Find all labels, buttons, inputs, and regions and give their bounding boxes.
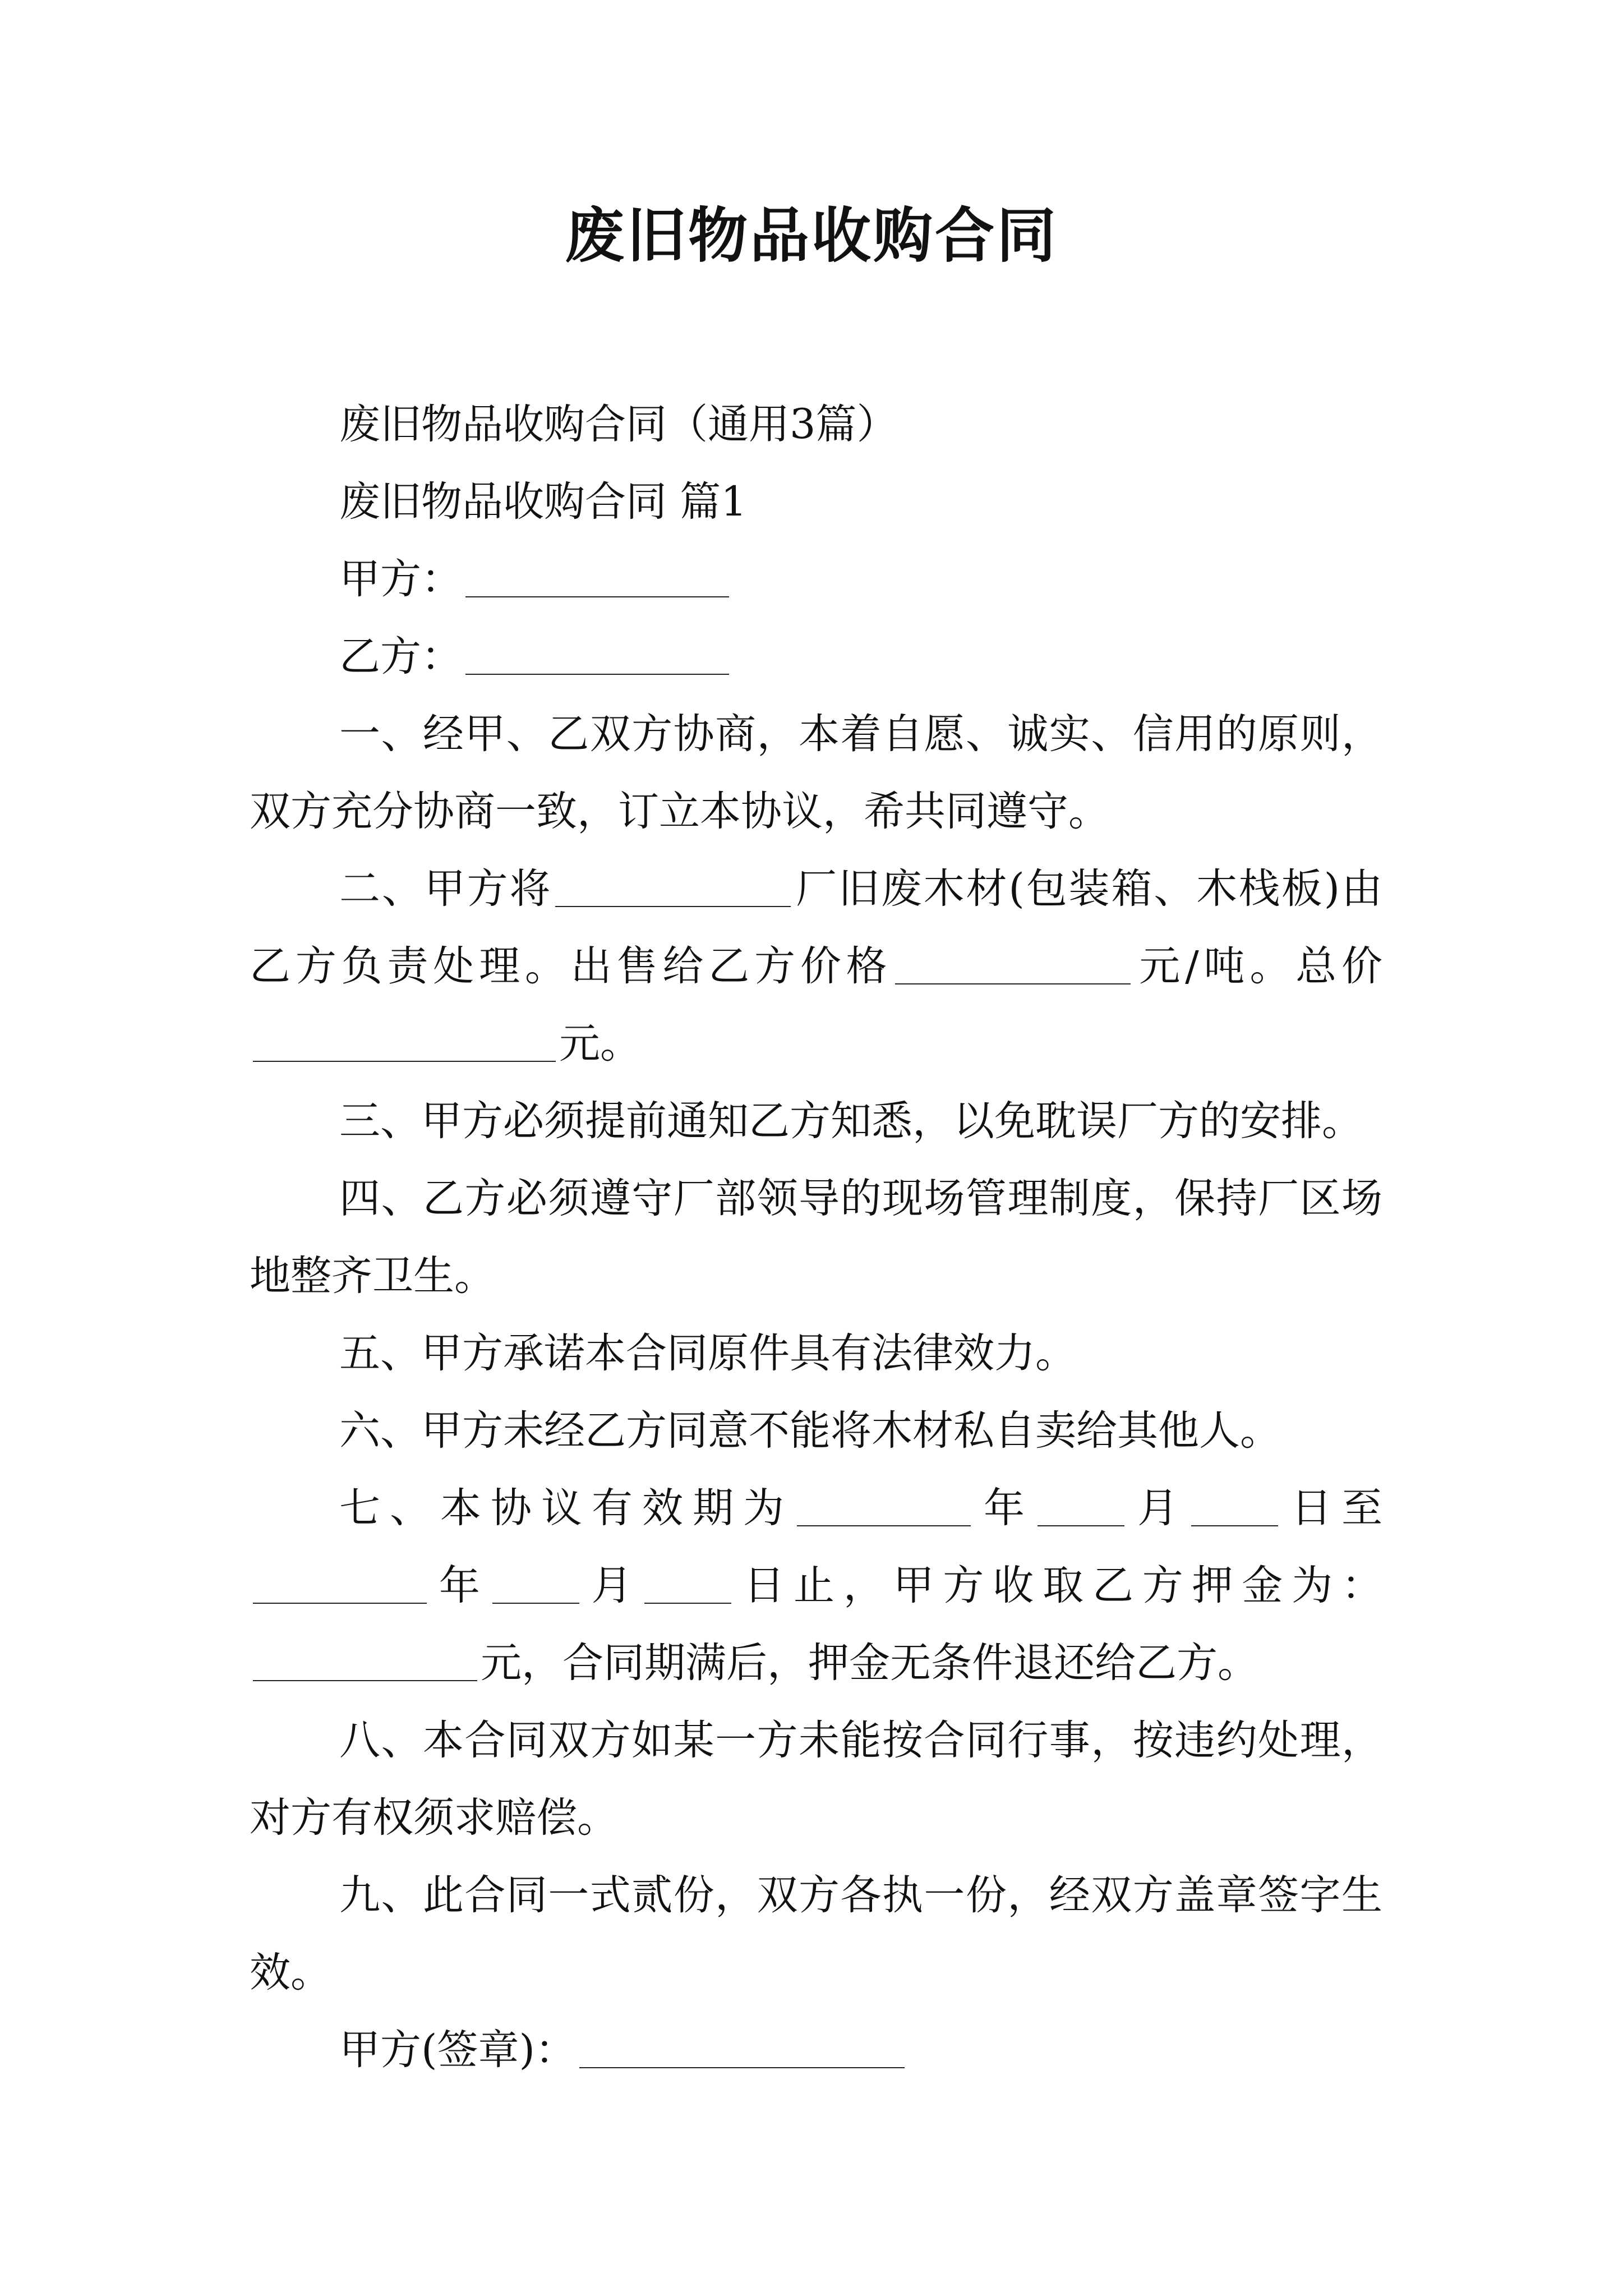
clause-7 — [250, 1470, 1382, 1702]
price-blank — [895, 943, 1131, 984]
clause-7-text-2: 元，合同期满后，押金无条件退还给乙方。 — [481, 1639, 1258, 1687]
clause-2-text-2: 厂旧废木材(包装箱、木栈板)由乙方负责处理。出售给乙方价格 — [250, 865, 1382, 990]
clause-2-text-4: 元。 — [559, 1020, 641, 1068]
party-b-line — [250, 618, 1382, 696]
total-price-blank — [253, 1020, 556, 1062]
start-year-blank — [797, 1485, 971, 1526]
deposit-blank — [253, 1640, 477, 1681]
document-body — [250, 386, 1382, 2089]
party-b-label: 乙方： — [339, 633, 462, 680]
start-month-blank — [1038, 1485, 1124, 1526]
party-a-blank — [465, 556, 729, 597]
factory-blank — [555, 866, 791, 907]
start-day-blank — [1191, 1485, 1278, 1526]
end-month-label: 月 — [582, 1562, 642, 1609]
clause-2 — [250, 850, 1382, 1083]
clause-3: 三、甲方必须提前通知乙方知悉，以免耽误厂方的安排。 — [339, 1097, 1363, 1145]
signature-a-blank — [579, 2027, 905, 2068]
end-day-label: 日止，甲方收取乙方押金为： — [735, 1562, 1383, 1609]
start-month-label: 月 — [1128, 1484, 1188, 1532]
start-day-label: 日至 — [1281, 1484, 1382, 1532]
start-year-label: 年 — [974, 1484, 1034, 1532]
clause-6: 六、甲方未经乙方同意不能将木材私自卖给其他人。 — [339, 1407, 1281, 1455]
end-day-blank — [644, 1562, 731, 1604]
section-heading: 废旧物品收购合同 篇1 — [339, 478, 747, 526]
party-a-label: 甲方： — [339, 555, 462, 603]
clause-5: 五、甲方承诺本合同原件具有法律效力。 — [339, 1329, 1076, 1377]
clause-7-text-1: 七、本协议有效期为 — [339, 1484, 794, 1532]
end-month-blank — [492, 1562, 579, 1604]
clause-8: 八、本合同双方如某一方未能按合同行事，按违约处理，对方有权须求赔偿。 — [250, 1717, 1382, 1842]
end-year-blank — [253, 1562, 427, 1604]
document-title: 废旧物品收购合同 — [565, 200, 1058, 270]
party-b-blank — [465, 633, 729, 675]
document-subtitle: 废旧物品收购合同（通用3篇） — [339, 401, 898, 448]
clause-4: 四、乙方必须遵守厂部领导的现场管理制度，保持厂区场地整齐卫生。 — [250, 1175, 1382, 1300]
clause-2-text-1: 二、甲方将 — [339, 865, 552, 913]
clause-2-text-3: 元/吨。总价 — [1134, 942, 1382, 990]
signature-a-label: 甲方(签章)： — [339, 2026, 576, 2074]
clause-1: 一、经甲、乙双方协商，本着自愿、诚实、信用的原则，双方充分协商一致，订立本协议，希共同遵守。 — [250, 710, 1382, 835]
signature-a-line — [250, 2012, 1382, 2089]
clause-9: 九、此合同一式贰份，双方各执一份，经双方盖章签字生效。 — [250, 1871, 1382, 1996]
end-year-label: 年 — [430, 1562, 489, 1609]
party-a-line — [250, 541, 1382, 618]
